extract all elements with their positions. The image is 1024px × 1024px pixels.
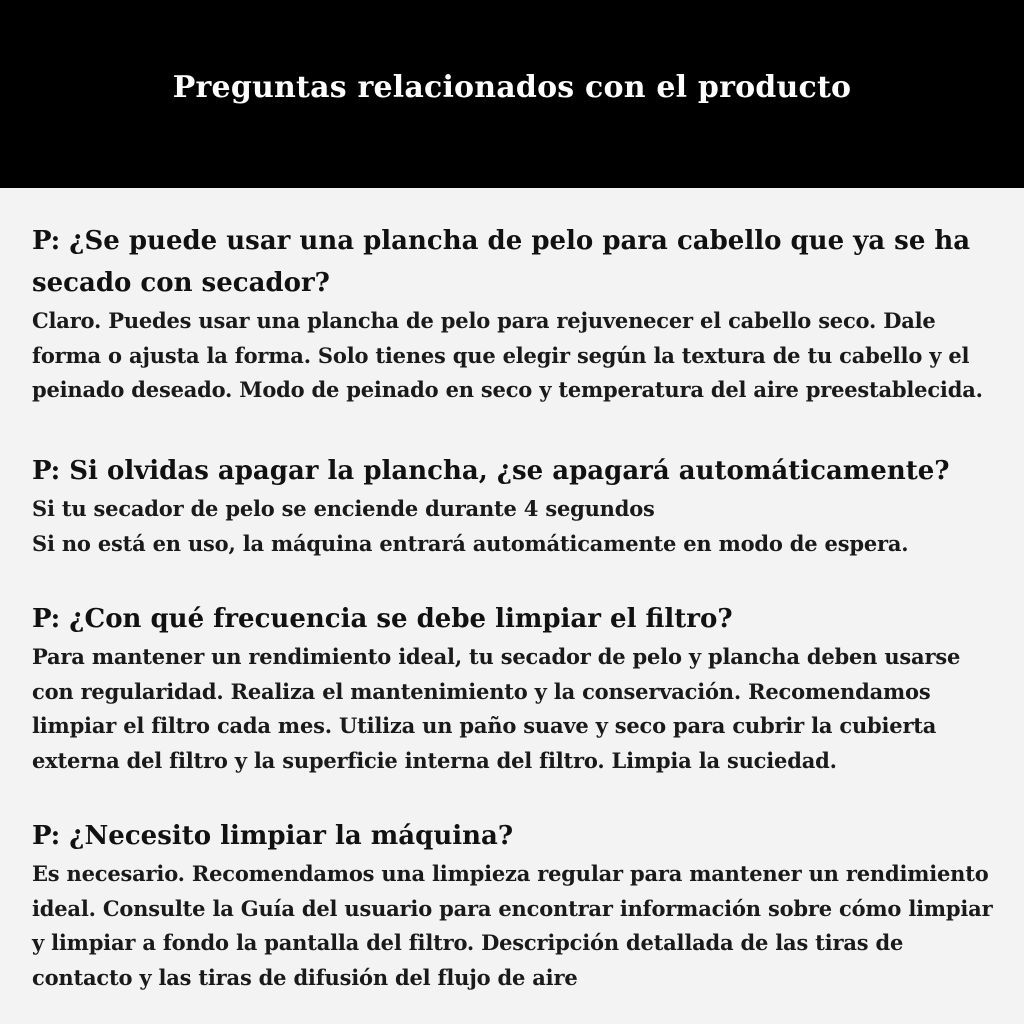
- faq-section: [0, 188, 1024, 1024]
- faq-question: P: ¿Con qué frecuencia se debe limpiar el filtro?: [32, 604, 733, 634]
- faq-item: [32, 598, 1002, 778]
- faq-item: [32, 220, 1002, 408]
- faq-item: [32, 450, 1002, 561]
- faq-answer: Claro. Puedes usar una plancha de pelo para rejuvenecer el cabello seco. Dale forma o ajusta la forma. Solo tienes que elegir según la textura de tu cabello y el peinado deseado. Modo de peinado en seco y temperatura del aire preestablecida.: [32, 308, 983, 402]
- faq-answer: Para mantener un rendimiento ideal, tu secador de pelo y plancha deben usarse con regularidad. Realiza el mantenimiento y la conservación. Recomendamos limpiar el filtro cada mes. Utiliza un paño suave y seco para cubrir la cubierta externa del filtro y la superficie interna del filtro. Limpia la suciedad.: [32, 644, 961, 773]
- header-banner: [0, 0, 1024, 188]
- faq-question: P: Si olvidas apagar la plancha, ¿se apagará automáticamente?: [32, 456, 950, 486]
- faq-question: P: ¿Necesito limpiar la máquina?: [32, 821, 514, 851]
- faq-item: [32, 815, 1002, 995]
- page-title: Preguntas relacionados con el producto: [172, 70, 852, 105]
- faq-answer: Es necesario. Recomendamos una limpieza regular para mantener un rendimiento ideal. Consulte la Guía del usuario para encontrar información sobre cómo limpiar y limpiar a fondo la pantalla del filtro. Descripción detallada de las tiras de contacto y las tiras de difusión del flujo de aire: [32, 861, 993, 990]
- faq-answer: [32, 492, 1002, 561]
- faq-answer-line: Si no está en uso, la máquina entrará automáticamente en modo de espera.: [32, 530, 909, 556]
- faq-answer-line: Si tu secador de pelo se enciende durante 4 segundos: [32, 496, 655, 521]
- faq-question: P: ¿Se puede usar una plancha de pelo para cabello que ya se ha secado con secador?: [32, 226, 971, 298]
